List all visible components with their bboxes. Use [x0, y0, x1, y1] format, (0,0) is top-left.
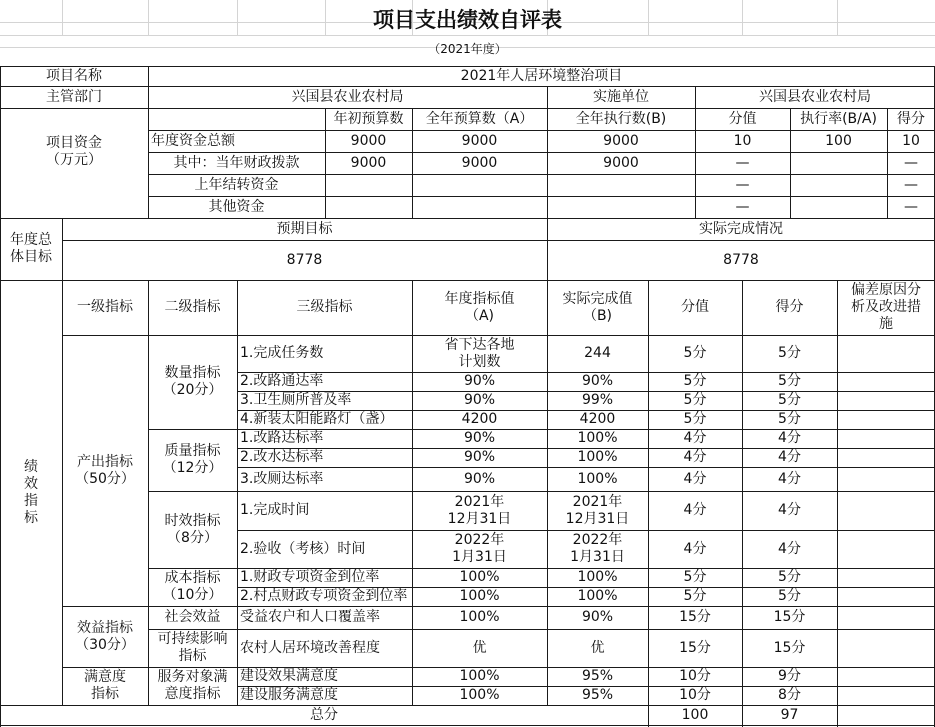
funds-cell-3-4: [790, 196, 887, 218]
grid-line-v: [742, 705, 743, 727]
indicator-name-9: 1.财政专项资金到位率: [240, 569, 380, 585]
indicator-target-2: 90%: [463, 392, 496, 408]
funds-cell-2-2: [547, 174, 695, 196]
indicator-deviation-13: [837, 667, 935, 686]
indicator-score-value-12: 15分: [679, 639, 711, 656]
indicator-score-value-11: 15分: [679, 609, 711, 625]
indicator-target-10: 100%: [459, 588, 500, 604]
funds-cell-2-3: —: [735, 176, 750, 193]
indicator-header-2: 三级指标: [296, 299, 353, 315]
level2-5: 可持续影响 指标: [157, 631, 228, 664]
indicator-actual-4: 100%: [577, 430, 618, 446]
indicator-actual-7: 2021年 12月31日: [565, 493, 630, 527]
grid-line-v: [547, 280, 548, 706]
indicator-deviation-4: [837, 429, 935, 448]
grid-line-v: [887, 108, 888, 219]
grid-line-h: [0, 86, 935, 87]
funds-cell-1-0: 9000: [350, 154, 387, 171]
indicator-name-5: 2.改水达标率: [240, 449, 324, 465]
funds-cell-1-1: 9000: [461, 154, 498, 171]
indicator-deviation-0: [837, 335, 935, 372]
impl-label: 实施单位: [593, 88, 649, 105]
indicator-actual-6: 100%: [577, 470, 618, 487]
grid-line-v: [790, 108, 791, 219]
grid-line-h: [62, 606, 935, 607]
grid-line-v: [837, 280, 838, 706]
indicator-score-value-6: 4分: [683, 470, 707, 487]
funds-cell-3-3: —: [735, 198, 750, 215]
funds-cell-0-0: 9000: [350, 132, 387, 149]
level1-benefit: 效益指标 （30分）: [75, 619, 135, 653]
indicator-actual-13: 95%: [581, 668, 614, 684]
indicator-score-value-10: 5分: [683, 588, 707, 604]
indicator-name-2: 3.卫生厕所普及率: [240, 392, 352, 408]
indicator-target-11: 100%: [459, 609, 500, 625]
funds-cell-2-0: [325, 174, 412, 196]
indicator-score-6: 4分: [778, 470, 801, 487]
grid-line-h: [237, 448, 935, 449]
level2-0: 数量指标 （20分）: [162, 365, 223, 398]
indicator-score-12: 15分: [773, 639, 806, 656]
sheet-title: 项目支出绩效自评表: [373, 7, 562, 32]
indicator-target-14: 100%: [459, 687, 500, 703]
indicator-actual-11: 90%: [581, 609, 614, 625]
funds-cell-2-5: —: [904, 176, 918, 193]
funds-cell-0-1: 9000: [461, 132, 498, 149]
grid-line-v: [237, 280, 238, 706]
level2-1: 质量指标 （12分）: [162, 443, 223, 476]
level1-output: 产出指标 （50分）: [75, 453, 135, 487]
indicator-target-3: 4200: [461, 411, 498, 427]
indicator-target-0: 省下达各地 计划数: [444, 336, 515, 370]
indicator-deviation-7: [837, 491, 935, 530]
indicator-name-13: 建设效果满意度: [240, 668, 338, 684]
indicator-deviation-14: [837, 686, 935, 705]
indicator-target-12: 优: [472, 639, 487, 656]
project-name-label: 项目名称: [46, 67, 102, 84]
indicator-score-value-2: 5分: [683, 392, 707, 408]
indicator-name-12: 农村人居环境改善程度: [240, 639, 380, 656]
funds-cell-0-4: 100: [825, 132, 852, 149]
level2-4: 社会效益: [164, 609, 221, 625]
grid-line-v: [148, 280, 149, 706]
grid-line-h: [237, 530, 935, 531]
funds-cell-3-5: —: [904, 198, 918, 215]
indicator-deviation-5: [837, 448, 935, 467]
actual-result-value: 8778: [723, 251, 759, 268]
indicator-score-11: 15分: [773, 609, 806, 625]
indicator-name-0: 1.完成任务数: [240, 345, 324, 361]
indicator-name-11: 受益农户和人口覆盖率: [240, 609, 380, 625]
grid-line-v: [837, 705, 838, 727]
funds-cell-1-3: —: [735, 154, 750, 171]
grid-line-h: [237, 410, 935, 411]
indicator-header-3: 年度指标值 （A): [444, 290, 515, 324]
funds-cell-3-1: [412, 196, 547, 218]
funds-cell-1-4: [790, 152, 887, 174]
funds-header-4: 执行率(B/A): [800, 110, 877, 127]
grid-line-h: [148, 196, 935, 197]
grid-line-h: [148, 491, 935, 492]
indicator-header-1: 二级指标: [164, 299, 221, 315]
funds-row-label-3: 其他资金: [208, 198, 265, 215]
indicator-score-7: 4分: [778, 502, 801, 518]
expected-goal-header: 预期目标: [276, 220, 333, 237]
indicator-name-6: 3.改厕达标率: [240, 470, 324, 487]
funds-cell-2-1: [412, 174, 547, 196]
grid-line-h: [237, 686, 935, 687]
level2-6: 服务对象满 意度指标: [157, 669, 228, 702]
grid-line-h: [62, 240, 935, 241]
level1-satisfaction: 满意度 指标: [84, 669, 126, 702]
indicator-deviation-6: [837, 467, 935, 491]
grid-line-h: [237, 587, 935, 588]
indicator-actual-1: 90%: [581, 373, 614, 389]
funds-cell-0-2: 9000: [603, 132, 639, 149]
funds-row-label-1: 其中：当年财政拨款: [173, 154, 300, 171]
funds-label: 项目资金 （万元）: [46, 135, 102, 168]
dept-value: 兴国县农业农村局: [291, 88, 404, 105]
indicator-target-13: 100%: [459, 668, 500, 684]
indicator-header-0: 一级指标: [77, 299, 133, 315]
grid-line-h: [0, 218, 935, 219]
grid-line-v: [648, 280, 649, 706]
indicator-target-8: 2022年 1月31日: [452, 532, 507, 565]
indicator-deviation-8: [837, 530, 935, 568]
indicator-actual-3: 4200: [579, 411, 616, 427]
level2-3: 成本指标 （10分）: [162, 570, 223, 603]
indicator-actual-9: 100%: [577, 569, 618, 585]
indicator-score-value-13: 10分: [679, 668, 711, 684]
indicator-target-1: 90%: [463, 373, 496, 389]
project-name-value: 2021年人居环境整治项目: [460, 67, 623, 84]
grid-line-h: [62, 335, 935, 336]
grid-line-v: [695, 108, 696, 219]
grid-line-h: [148, 152, 935, 153]
grid-line-v: [742, 280, 743, 706]
indicator-score-value-0: 5分: [683, 345, 707, 361]
funds-header-2: 全年执行数(B): [575, 110, 667, 127]
indicator-target-4: 90%: [463, 430, 496, 446]
grid-line-v: [547, 86, 548, 109]
indicator-score-1: 5分: [778, 373, 801, 389]
indicator-name-3: 4.新装太阳能路灯（盏）: [240, 411, 394, 427]
indicator-deviation-12: [837, 629, 935, 667]
total-label: 总分: [310, 707, 338, 723]
total-score: 97: [780, 707, 799, 723]
funds-header-5: 得分: [897, 110, 925, 127]
grid-line-v: [0, 66, 1, 727]
indicator-score-value-8: 4分: [683, 540, 707, 557]
indicator-score-10: 5分: [778, 588, 801, 604]
indicator-score-value-7: 4分: [683, 502, 707, 518]
indicator-name-7: 1.完成时间: [240, 502, 310, 518]
indicator-target-9: 100%: [459, 569, 500, 585]
grid-line-h: [0, 108, 935, 109]
grid-line-h: [0, 280, 935, 281]
indicator-score-13: 9分: [778, 668, 801, 684]
grid-line-h: [148, 429, 935, 430]
indicator-score-2: 5分: [778, 392, 801, 408]
indicator-target-6: 90%: [463, 470, 496, 487]
funds-cell-0-3: 10: [733, 132, 752, 149]
indicator-header-6: 得分: [775, 299, 804, 315]
grid-line-h: [0, 66, 935, 67]
expected-goal-value: 8778: [286, 251, 323, 268]
grid-line-v: [412, 108, 413, 219]
indicator-score-value-4: 4分: [683, 430, 707, 446]
indicator-deviation-9: [837, 568, 935, 587]
funds-cell-3-0: [325, 196, 412, 218]
grid-line-v: [325, 108, 326, 219]
indicator-deviation-2: [837, 391, 935, 410]
indicator-actual-0: 244: [584, 345, 611, 361]
funds-header-3: 分值: [728, 110, 757, 127]
level2-2: 时效指标 （8分）: [164, 512, 221, 546]
indicator-score-4: 4分: [778, 430, 801, 446]
indicator-deviation-11: [837, 606, 935, 629]
impl-value: 兴国县农业农村局: [759, 88, 871, 105]
grid-line-h: [237, 391, 935, 392]
funds-cell-3-2: [547, 196, 695, 218]
grid-line-v: [62, 218, 63, 281]
funds-header-1: 全年预算数（A）: [425, 110, 534, 127]
funds-row-label-2: 上年结转资金: [194, 176, 279, 193]
indicator-score-14: 8分: [778, 687, 801, 703]
indicator-actual-10: 100%: [577, 588, 618, 604]
indicator-score-value-14: 10分: [679, 687, 711, 703]
indicator-deviation-10: [837, 587, 935, 606]
indicator-score-value-9: 5分: [683, 569, 707, 585]
grid-line-v: [412, 280, 413, 706]
indicator-actual-2: 99%: [581, 392, 614, 408]
indicator-score-3: 5分: [778, 411, 801, 427]
indicator-actual-12: 优: [590, 639, 605, 656]
grid-line-h: [148, 130, 935, 131]
indicator-score-5: 4分: [778, 449, 801, 465]
total-value: 100: [681, 707, 709, 723]
indicator-deviation-1: [837, 372, 935, 391]
indicator-score-8: 4分: [778, 540, 801, 557]
indicator-name-14: 建设服务满意度: [240, 687, 338, 703]
funds-header-0: 年初预算数: [333, 110, 404, 127]
indicator-header-5: 分值: [681, 299, 709, 315]
funds-row-label-0: 年度资金总额: [151, 132, 235, 149]
indicator-header-4: 实际完成值 （B): [562, 290, 633, 324]
grid-line-h: [0, 705, 935, 706]
indicator-target-5: 90%: [463, 449, 496, 465]
funds-cell-1-5: —: [904, 154, 918, 171]
indicator-header-7: 偏差原因分 析及改进措 施: [851, 282, 921, 332]
indicator-target-7: 2021年 12月31日: [447, 493, 512, 527]
grid-line-h: [62, 667, 935, 668]
indicator-name-4: 1.改路达标率: [240, 430, 324, 446]
indicator-name-10: 2.村点财政专项资金到位率: [240, 588, 408, 604]
indicator-score-0: 5分: [778, 345, 801, 361]
grid-line-v: [62, 280, 63, 706]
actual-result-header: 实际完成情况: [699, 220, 783, 237]
indicator-name-1: 2.改路通达率: [240, 373, 324, 389]
indicator-score-value-5: 4分: [683, 449, 707, 465]
indicator-actual-8: 2022年 1月31日: [570, 532, 625, 565]
annual-goal-label: 年度总 体目标: [10, 232, 52, 265]
funds-cell-0-5: 10: [902, 132, 920, 149]
dept-label: 主管部门: [46, 88, 102, 105]
grid-line-v: [695, 86, 696, 109]
grid-line-h: [237, 467, 935, 468]
grid-line-h: [148, 568, 935, 569]
grid-line-h: [148, 174, 935, 175]
indicator-score-value-3: 5分: [683, 411, 707, 427]
grid-line-v: [648, 705, 649, 727]
indicator-name-8: 2.验收（考核）时间: [240, 540, 366, 557]
grid-line-v: [547, 218, 548, 281]
grid-line-h: [148, 629, 935, 630]
indicator-score-9: 5分: [778, 569, 801, 585]
indicator-score-value-1: 5分: [683, 373, 707, 389]
year-note: （2021年度）: [428, 42, 507, 56]
grid-line-h: [237, 372, 935, 373]
indicators-side-label: 绩 效 指 标: [24, 458, 38, 526]
funds-cell-2-4: [790, 174, 887, 196]
indicator-deviation-3: [837, 410, 935, 429]
grid-line-v: [547, 108, 548, 219]
indicator-actual-5: 100%: [577, 449, 618, 465]
funds-cell-1-2: 9000: [603, 154, 639, 171]
indicator-actual-14: 95%: [581, 687, 614, 703]
